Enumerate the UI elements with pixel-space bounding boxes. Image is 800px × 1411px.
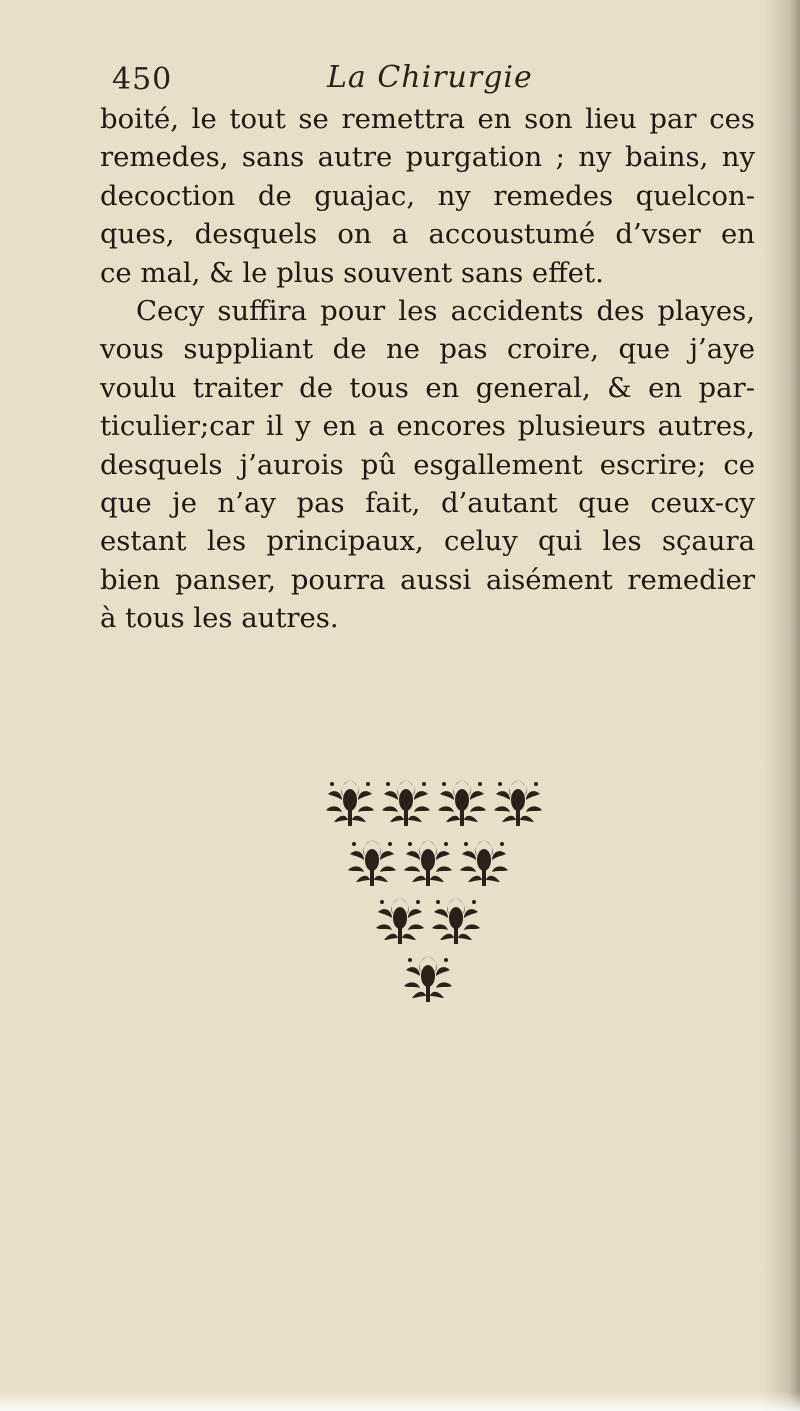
running-title: La Chirurgie <box>327 60 533 95</box>
binding-shadow <box>762 0 800 1411</box>
text-line: vous suppliant de ne pas croire, que j’aye <box>100 333 755 366</box>
page-number: 450 <box>112 62 173 97</box>
text-line: ques, desquels on a accoustumé d’vser en <box>100 218 755 251</box>
text-line: bien panser, pourra aussi aisément remedier <box>100 563 755 596</box>
text-line: ce mal, & le plus souvent sans effet. <box>100 256 604 289</box>
text-line: decoction de guajac, ny remedes quelcon- <box>100 179 755 212</box>
text-line: voulu traiter de tous en general, & en par- <box>100 371 755 404</box>
paragraph-start-line: Cecy suffira pour les accidents des playes, <box>136 294 755 327</box>
text-line: ticulier;car il y en a encores plusieurs autres, <box>100 410 755 443</box>
text-line: desquels j’aurois pû esgallement escrire; ce <box>100 448 755 481</box>
page-header <box>112 58 732 102</box>
text-line: boité, le tout se remettra en son lieu par ces <box>100 103 755 135</box>
text-line: à tous les autres. <box>100 602 339 635</box>
fleuron-tailpiece-icon <box>318 770 553 1010</box>
text-line: remedes, sans autre purgation ; ny bains, ny <box>100 141 755 174</box>
page-bottom-edge <box>0 1391 800 1411</box>
text-line: estant les principaux, celuy qui les sçaura <box>100 525 755 558</box>
body-text <box>100 100 760 637</box>
text-line: que je n’ay pas fait, d’autant que ceux-cy <box>100 486 755 519</box>
